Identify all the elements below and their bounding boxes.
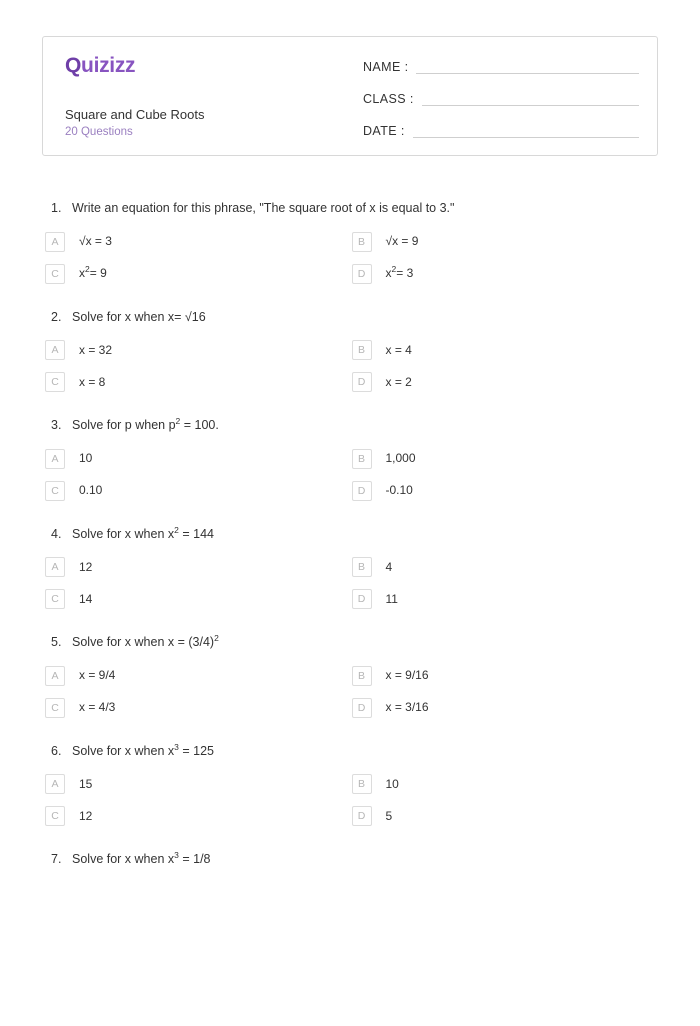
- option-letter-box[interactable]: B: [352, 340, 372, 360]
- question-header: [42, 743, 658, 761]
- question-text: Solve for p when $p^2 = 100$.: [72, 415, 219, 432]
- question-number: 2.: [51, 309, 62, 324]
- answer-option[interactable]: [352, 340, 659, 360]
- option-letter-box[interactable]: A: [45, 557, 65, 577]
- question-text: Solve for x when $x = (3/4)^2$: [72, 632, 219, 649]
- question-header: [42, 417, 658, 435]
- option-text: x = 9/16: [385, 668, 429, 683]
- option-text: 4: [385, 559, 393, 574]
- answer-option[interactable]: [352, 372, 659, 392]
- answer-option[interactable]: [352, 481, 659, 501]
- question-number: 5.: [51, 635, 62, 649]
- question-text: Solve for x when $x^2 = 144$: [72, 524, 214, 541]
- option-letter-box[interactable]: A: [45, 232, 65, 252]
- option-text: √x = 9: [385, 234, 419, 249]
- quizizz-logo: [65, 55, 355, 76]
- answer-option[interactable]: [45, 264, 352, 284]
- option-letter-box[interactable]: C: [45, 589, 65, 609]
- worksheet-header: [42, 36, 658, 156]
- answer-option[interactable]: [352, 449, 659, 469]
- option-text: 12: [79, 559, 93, 574]
- answer-option[interactable]: [352, 698, 659, 718]
- question-header: [42, 851, 658, 869]
- option-letter-box[interactable]: B: [352, 449, 372, 469]
- answer-option[interactable]: [352, 589, 659, 609]
- question-number: 6.: [51, 743, 62, 758]
- question-block: [42, 200, 658, 296]
- page-title: Square and Cube Roots: [65, 107, 205, 122]
- option-letter-box[interactable]: A: [45, 666, 65, 686]
- option-text: x = 32: [79, 342, 113, 357]
- option-text: 14: [79, 591, 93, 606]
- option-letter-box[interactable]: A: [45, 774, 65, 794]
- question-header: [42, 200, 658, 218]
- question-count: 20 Questions: [65, 125, 133, 138]
- option-letter-box[interactable]: B: [352, 557, 372, 577]
- question-block: [42, 634, 658, 730]
- name-input-line[interactable]: [416, 59, 639, 74]
- answer-option[interactable]: [352, 666, 659, 686]
- option-letter-box[interactable]: D: [352, 589, 372, 609]
- answer-option[interactable]: [45, 557, 352, 577]
- option-text: x = 8: [79, 374, 106, 389]
- answer-option[interactable]: [352, 264, 659, 284]
- answer-option[interactable]: [45, 449, 352, 469]
- answer-options: [42, 340, 658, 404]
- answer-options: [42, 449, 658, 513]
- option-text: 11: [385, 591, 398, 606]
- option-letter-box[interactable]: A: [45, 340, 65, 360]
- option-letter-box[interactable]: B: [352, 666, 372, 686]
- question-block: [42, 851, 658, 869]
- option-letter-box[interactable]: D: [352, 264, 372, 284]
- question-text: Write an equation for this phrase, "The square root of x is equal to 3.": [72, 201, 455, 215]
- question-header: [42, 634, 658, 652]
- option-letter-box[interactable]: B: [352, 232, 372, 252]
- question-block: [42, 526, 658, 622]
- option-text: 0.10: [79, 483, 103, 498]
- name-field-row: [363, 59, 639, 74]
- answer-option[interactable]: [45, 589, 352, 609]
- question-block: [42, 417, 658, 513]
- option-text: -0.10: [385, 483, 413, 498]
- option-text: x = 4/3: [79, 700, 116, 715]
- option-text: 15: [79, 776, 93, 791]
- logo-initial: Q: [65, 54, 82, 77]
- option-text: 10: [385, 776, 399, 791]
- answer-options: [42, 557, 658, 621]
- option-letter-box[interactable]: C: [45, 372, 65, 392]
- header-left: [43, 37, 355, 155]
- worksheet-page: [0, 36, 700, 1026]
- date-label: DATE :: [363, 124, 405, 138]
- answer-option[interactable]: [45, 774, 352, 794]
- option-text: 12: [79, 808, 93, 823]
- option-letter-box[interactable]: B: [352, 774, 372, 794]
- question-block: [42, 309, 658, 405]
- question-number: 4.: [51, 526, 62, 541]
- question-text: Solve for x when $x^3 = 1/8$: [72, 849, 211, 866]
- answer-option[interactable]: [45, 372, 352, 392]
- option-letter-box[interactable]: D: [352, 481, 372, 501]
- answer-option[interactable]: [45, 340, 352, 360]
- option-letter-box[interactable]: C: [45, 698, 65, 718]
- answer-option[interactable]: [352, 806, 659, 826]
- option-text: $x^2= 9$: [79, 264, 107, 281]
- option-letter-box[interactable]: D: [352, 372, 372, 392]
- option-text: x = 4: [385, 342, 412, 357]
- answer-option[interactable]: [45, 232, 352, 252]
- class-input-line[interactable]: [422, 91, 639, 106]
- logo-text: uizizz: [81, 54, 136, 77]
- answer-option[interactable]: [352, 774, 659, 794]
- option-text: 1,000: [385, 451, 416, 466]
- answer-option[interactable]: [45, 806, 352, 826]
- answer-option[interactable]: [45, 481, 352, 501]
- option-text: x = 3/16: [385, 700, 429, 715]
- student-info-fields: [355, 37, 657, 155]
- date-input-line[interactable]: [413, 123, 639, 138]
- question-list: [42, 200, 658, 869]
- question-header: [42, 526, 658, 544]
- class-field-row: [363, 91, 639, 106]
- option-letter-box[interactable]: C: [45, 806, 65, 826]
- question-number: 1.: [51, 201, 62, 215]
- option-text: √x = 3: [79, 234, 112, 249]
- option-letter-box[interactable]: C: [45, 264, 65, 284]
- question-number: 7.: [51, 852, 62, 866]
- question-text: Solve for x when x= √16: [72, 309, 206, 324]
- question-text: Solve for x when $x^3 = 125$: [72, 741, 214, 758]
- answer-option[interactable]: [45, 698, 352, 718]
- answer-options: [42, 666, 658, 730]
- option-letter-box[interactable]: D: [352, 698, 372, 718]
- date-field-row: [363, 123, 639, 138]
- question-number: 3.: [51, 418, 62, 432]
- name-label: NAME :: [363, 60, 409, 74]
- answer-options: [42, 774, 658, 838]
- option-text: 10: [79, 451, 93, 466]
- option-letter-box[interactable]: A: [45, 449, 65, 469]
- answer-option[interactable]: [352, 232, 659, 252]
- option-text: 5: [385, 808, 393, 823]
- class-label: CLASS :: [363, 92, 414, 106]
- question-header: [42, 309, 658, 327]
- option-text: $x^2= 3$: [385, 264, 414, 281]
- question-block: [42, 743, 658, 839]
- answer-options: [42, 232, 658, 296]
- answer-option[interactable]: [45, 666, 352, 686]
- option-letter-box[interactable]: D: [352, 806, 372, 826]
- option-text: x = 9/4: [79, 668, 116, 683]
- option-text: x = 2: [385, 374, 412, 389]
- option-letter-box[interactable]: C: [45, 481, 65, 501]
- answer-option[interactable]: [352, 557, 659, 577]
